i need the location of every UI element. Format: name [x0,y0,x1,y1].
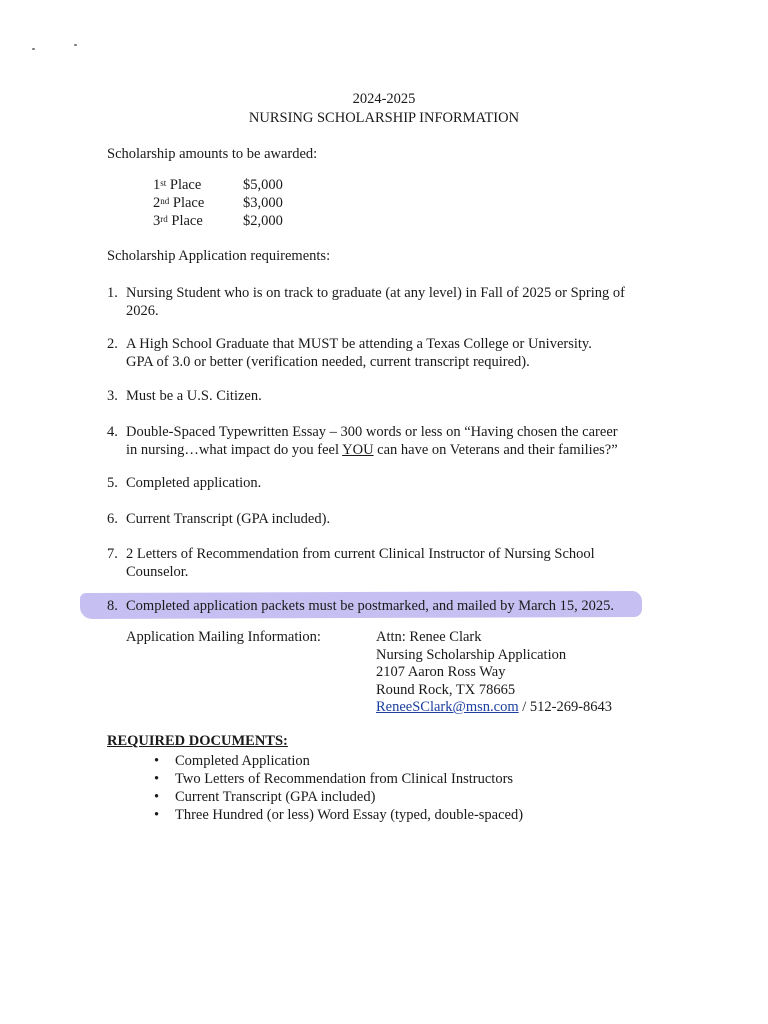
mailing-label: Application Mailing Information: [126,629,321,645]
scan-speck [74,44,77,46]
page-title: NURSING SCHOLARSHIP INFORMATION [248,110,520,126]
email-link[interactable]: ReneeSClark@msn.com [376,699,519,715]
award-place: 1st Place [153,177,202,193]
document-header [0,90,768,128]
address-city: Round Rock, TX 78665 [376,681,516,698]
year-heading: 2024-2025 [352,91,416,107]
award-row [153,194,283,212]
address-street: 2107 Aaron Ross Way [376,664,506,680]
list-item: • Two Letters of Recommendation from Clinical Instructors [150,770,523,788]
award-place: 2nd Place [153,195,205,211]
address-attn: Attn: Renee Clark [376,629,482,645]
award-amount: $5,000 [243,177,283,193]
contact-line [376,699,612,717]
emphasis-you: YOU [342,442,374,458]
requirement-item-highlighted: 8. Completed application packets must be postmarked, and mailed by March 15, 2025. [107,598,615,614]
list-item: • Current Transcript (GPA included) [150,788,523,806]
required-documents-list [150,752,523,824]
requirement-item: 2. A High School Graduate that MUST be attending a Texas College or University. GPA of 3.0 or better (verification needed, current transcript required). [107,336,592,370]
requirement-item: 3. Must be a U.S. Citizen. [107,388,262,404]
award-row [153,176,283,194]
requirement-item: 4. Double-Spaced Typewritten Essay – 300 words or less on “Having chosen the career in nursing…what impact do you feel YOU can have on Veterans and their families?” [107,424,618,458]
award-place: 3rd Place [153,213,203,229]
list-item: • Completed Application [150,752,523,770]
requirement-item: 7. 2 Letters of Recommendation from current Clinical Instructor of Nursing School Counselor. [107,546,595,580]
award-row [153,212,283,230]
address-line: Nursing Scholarship Application [376,646,567,663]
awards-table [153,176,283,230]
list-item: • Three Hundred (or less) Word Essay (typed, double-spaced) [150,806,523,824]
required-documents-heading: REQUIRED DOCUMENTS: [107,733,288,749]
scan-speck [32,48,35,50]
mailing-address [376,629,612,717]
phone-number: / 512-269-8643 [518,699,613,715]
requirement-item: 6. Current Transcript (GPA included). [107,511,331,527]
award-amount: $2,000 [243,213,283,229]
amounts-intro: Scholarship amounts to be awarded: [107,146,318,162]
requirement-item: 1. Nursing Student who is on track to graduate (at any level) in Fall of 2025 or Spring of 2026. [107,285,625,319]
requirements-intro: Scholarship Application requirements: [107,248,331,264]
requirement-item: 5. Completed application. [107,475,262,491]
award-amount: $3,000 [243,195,283,211]
